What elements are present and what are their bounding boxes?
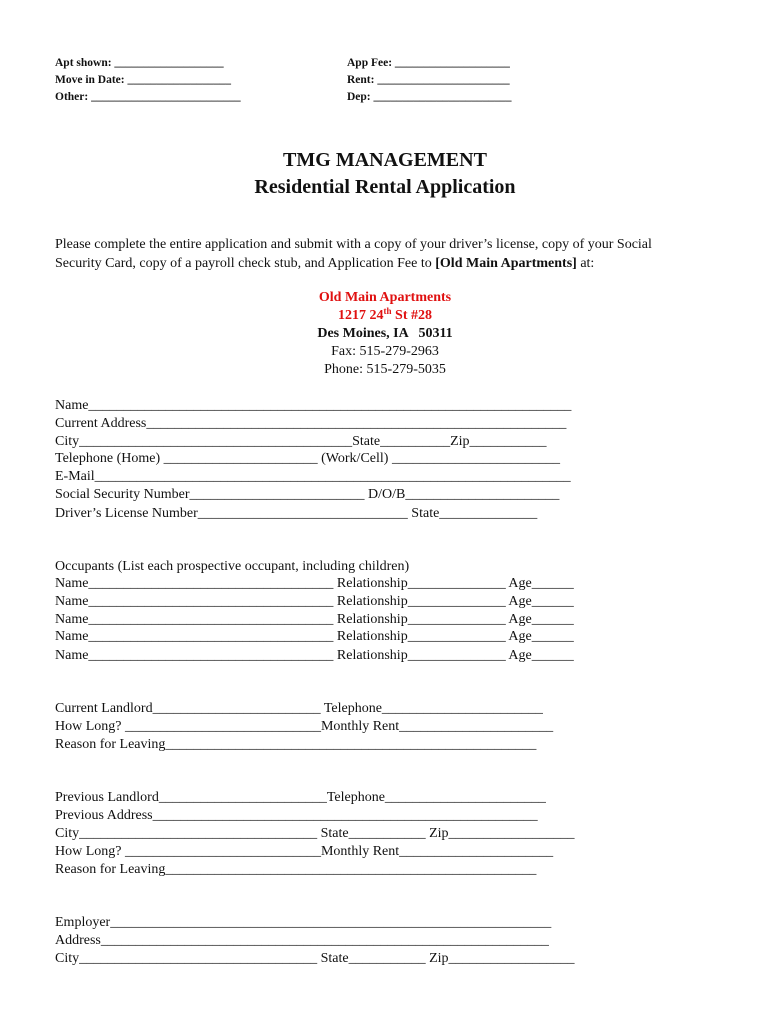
property-phone: Phone: 515-279-5035 bbox=[324, 362, 446, 377]
instructions-property-name: [Old Main Apartments] bbox=[435, 256, 577, 271]
property-name: Old Main Apartments bbox=[318, 290, 452, 305]
name-field[interactable]: Name_____________________________________________________________________ bbox=[55, 398, 572, 413]
current-reason-field[interactable]: Reason for Leaving_____________________________________________________ bbox=[55, 737, 537, 752]
employer-field[interactable]: Employer_______________________________________________________________ bbox=[55, 915, 552, 930]
drivers-license-field[interactable]: Driver’s License Number______________________________ State______________ bbox=[55, 506, 538, 521]
current-how-long-field[interactable]: How Long? ____________________________Monthly Rent______________________ bbox=[55, 719, 554, 734]
employer-address-field[interactable]: Address________________________________________________________________ bbox=[55, 933, 549, 948]
occupant-row[interactable]: Name___________________________________ Relationship______________ Age______ bbox=[55, 648, 574, 663]
email-field[interactable]: E-Mail____________________________________________________________________ bbox=[55, 469, 571, 484]
other-field[interactable]: Other: __________________________ bbox=[55, 91, 241, 103]
occupant-row[interactable]: Name___________________________________ Relationship______________ Age______ bbox=[55, 629, 574, 644]
telephone-field[interactable]: Telephone (Home) ______________________ (Work/Cell) ________________________ bbox=[55, 451, 560, 466]
property-fax: Fax: 515-279-2963 bbox=[331, 344, 439, 359]
property-city: Des Moines, IA 50311 bbox=[317, 326, 453, 341]
previous-how-long-field[interactable]: How Long? ____________________________Monthly Rent______________________ bbox=[55, 844, 554, 859]
dep-field[interactable]: Dep: ________________________ bbox=[347, 91, 512, 103]
occupant-row[interactable]: Name___________________________________ Relationship______________ Age______ bbox=[55, 594, 574, 609]
instructions-line-1: Please complete the entire application and submit with a copy of your driver’s license, copy of your Social bbox=[55, 237, 652, 252]
previous-address-field[interactable]: Previous Address_______________________________________________________ bbox=[55, 808, 538, 823]
employer-city-state-zip-field[interactable]: City__________________________________ State___________ Zip__________________ bbox=[55, 951, 575, 966]
occupant-row[interactable]: Name___________________________________ Relationship______________ Age______ bbox=[55, 612, 574, 627]
occupants-heading: Occupants (List each prospective occupant, including children) bbox=[55, 559, 410, 574]
form-title: Residential Rental Application bbox=[254, 176, 516, 198]
previous-landlord-field[interactable]: Previous Landlord________________________Telephone_______________________ bbox=[55, 790, 546, 805]
move-in-date-field[interactable]: Move in Date: __________________ bbox=[55, 74, 231, 86]
ssn-dob-field[interactable]: Social Security Number_________________________ D/O/B______________________ bbox=[55, 487, 560, 502]
rent-field[interactable]: Rent: _______________________ bbox=[347, 74, 510, 86]
app-fee-field[interactable]: App Fee: ____________________ bbox=[347, 57, 510, 69]
city-state-zip-field[interactable]: City_______________________________________State__________Zip___________ bbox=[55, 434, 547, 449]
occupant-row[interactable]: Name___________________________________ Relationship______________ Age______ bbox=[55, 576, 574, 591]
previous-city-state-zip-field[interactable]: City__________________________________ State___________ Zip__________________ bbox=[55, 826, 575, 841]
apt-shown-field[interactable]: Apt shown: ___________________ bbox=[55, 57, 224, 69]
previous-reason-field[interactable]: Reason for Leaving_____________________________________________________ bbox=[55, 862, 537, 877]
company-title: TMG MANAGEMENT bbox=[283, 149, 487, 171]
current-address-field[interactable]: Current Address____________________________________________________________ bbox=[55, 416, 567, 431]
instructions-line-2: Security Card, copy of a payroll check stub, and Application Fee to [Old Main Apartments] at: bbox=[55, 256, 595, 271]
current-landlord-field[interactable]: Current Landlord________________________ Telephone_______________________ bbox=[55, 701, 543, 716]
property-street: 1217 24th St #28 bbox=[338, 306, 432, 323]
